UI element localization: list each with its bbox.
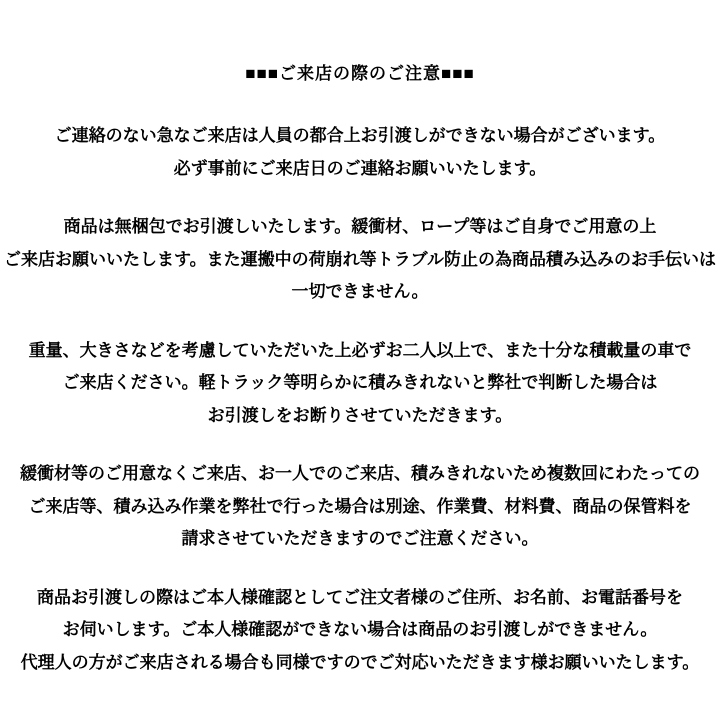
notice-paragraph-identity [4,582,716,680]
notice-line: 重量、大きさなどを考慮していただいた上必ずお二人以上で、また十分な積載量の車で [28,340,692,360]
notice-line: ご来店お願いいたします。また運搬中の荷崩れ等トラブル防止の為商品積み込みのお手伝いは [4,249,716,269]
notice-line: ご来店等、積み込み作業を弊社で行った場合は別途、作業費、材料費、商品の保管料を [28,496,692,516]
notice-line: 代理人の方がご来店される場合も同様ですのでご対応いただきます様お願いいたします。 [20,652,700,672]
notice-line: 商品は無梱包でお引渡しいたします。緩衝材、ロープ等はご自身でご用意の上 [63,217,657,236]
notice-line: 必ず事前にご来店日のご連絡お願いいたします。 [173,158,547,178]
notice-line: 緩衝材等のご用意なくご来店、お一人でのご来店、積みきれないため複数回にわたっての [20,464,700,483]
notice-line: ご連絡のない急なご来店は人員の都合上お引渡しができない場合がございます。 [54,126,666,145]
notice-paragraph-contact [4,120,716,185]
notice-line: お引渡しをお断りさせていただきます。 [207,405,513,425]
notice-line: 一切できません。 [291,282,429,301]
notice-paragraph-fees [4,458,716,556]
notice-line: 商品お引渡しの際はご本人様確認としてご注文者様のご住所、お名前、お電話番号を [37,587,683,607]
notice-line: ご来店ください。軽トラック等明らかに積みきれないと弊社で判断した場合は [62,373,658,392]
notice-paragraph-packaging [4,211,716,309]
notice-title: ■■■ご来店の際のご注意■■■ [245,64,475,83]
notice-paragraph-vehicle [4,335,716,433]
notice-line: お伺いします。ご本人様確認ができない場合は商品のお引渡しができません。 [62,620,658,639]
notice-line: 請求させていただきますのでご注意ください。 [181,529,539,548]
